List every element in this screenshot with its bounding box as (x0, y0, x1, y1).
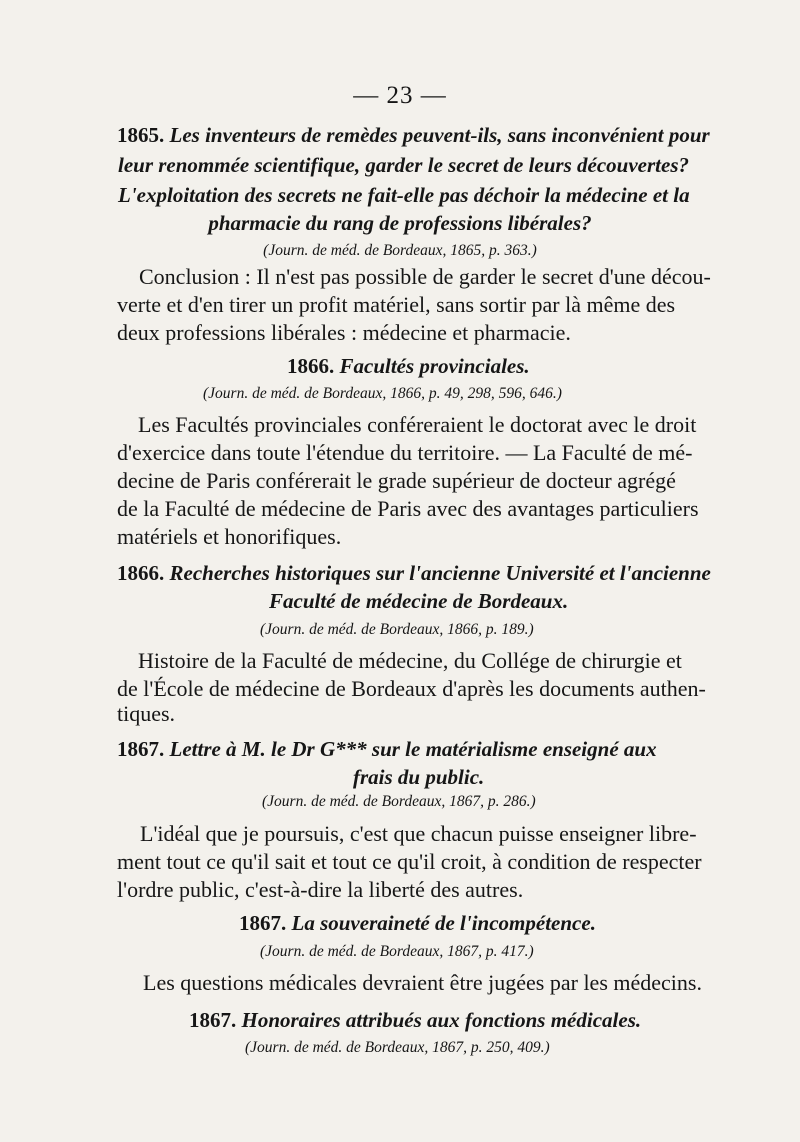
entry-1867b-title: La souveraineté de l'incompétence. (291, 911, 596, 935)
entry-1867c-reference: (Journ. de méd. de Bordeaux, 1867, p. 250, 409.) (245, 1039, 550, 1056)
entry-1867a-year: 1867. (117, 737, 165, 761)
entry-1867a-body-line2: ment tout ce qu'il sait et tout ce qu'il croit, à condition de respecter (117, 849, 702, 874)
entry-1866a-title: Facultés provinciales. (339, 354, 530, 378)
entry-1867a-title-line1 (117, 739, 657, 760)
entry-1866b-body-line2: de l'École de médecine de Bordeaux d'après les documents authen- (117, 676, 706, 701)
entry-1867a-reference: (Journ. de méd. de Bordeaux, 1867, p. 286.) (262, 793, 536, 810)
entry-1866a-year: 1866. (287, 354, 335, 378)
entry-1867c-heading (189, 1010, 641, 1031)
entry-1865-title-line3: L'exploitation des secrets ne fait-elle pas déchoir la médecine et la (118, 183, 690, 207)
entry-1865-title-line4: pharmacie du rang de professions libérales? (208, 211, 592, 235)
entry-1866b-body-line3: tiques. (117, 701, 176, 726)
entry-1865-title-line1 (117, 123, 710, 147)
entry-1866b-title-line1 (117, 561, 711, 585)
entry-1866a-body-line4: de la Faculté de médecine de Paris avec des avantages particuliers (117, 496, 699, 521)
entry-1865-body-line2: verte et d'en tirer un profit matériel, sans sortir par là même des (117, 292, 676, 317)
entry-1865-reference: (Journ. de méd. de Bordeaux, 1865, p. 363.) (263, 242, 537, 259)
entry-1866a-reference: (Journ. de méd. de Bordeaux, 1866, p. 49, 298, 596, 646.) (203, 385, 562, 402)
entry-1866b-reference: (Journ. de méd. de Bordeaux, 1866, p. 189.) (260, 621, 534, 638)
entry-1866b-title-line2: Faculté de médecine de Bordeaux. (269, 589, 569, 613)
entry-1866b-body-line1: Histoire de la Faculté de médecine, du Collége de chirurgie et (138, 648, 682, 673)
entry-1865-year: 1865. (117, 123, 165, 147)
entry-1866b-year: 1866. (117, 561, 165, 585)
entry-1866a-body-line2: d'exercice dans toute l'étendue du territoire. — La Faculté de mé- (117, 440, 693, 465)
entry-1867b-heading (239, 913, 596, 934)
entry-1867c-title: Honoraires attribués aux fonctions médicales. (241, 1008, 642, 1032)
entry-1867a-body-line3: l'ordre public, c'est-à-dire la liberté des autres. (117, 877, 524, 902)
entry-1867b-reference: (Journ. de méd. de Bordeaux, 1867, p. 417.) (260, 943, 534, 960)
entry-1866b-title: Recherches historiques sur l'ancienne Université et l'ancienne (169, 561, 711, 585)
page-number: — 23 — (353, 82, 447, 109)
entry-1867a-body-line1: L'idéal que je poursuis, c'est que chacun puisse enseigner libre- (140, 821, 697, 846)
entry-1867a-title: Lettre à M. le Dr G*** sur le matérialisme enseigné aux (169, 737, 657, 761)
entry-1865-body-line3: deux professions libérales : médecine et pharmacie. (117, 320, 571, 345)
entry-1867b-body-line1: Les questions médicales devraient être jugées par les médecins. (143, 970, 702, 995)
entry-1865-title: Les inventeurs de remèdes peuvent-ils, sans inconvénient pour (169, 123, 710, 147)
entry-1867c-year: 1867. (189, 1008, 237, 1032)
entry-1866a-body-line5: matériels et honorifiques. (117, 524, 342, 549)
entry-1865-title-line2: leur renommée scientifique, garder le secret de leurs découvertes? (118, 153, 689, 177)
entry-1866a-body-line1: Les Facultés provinciales conféreraient le doctorat avec le droit (138, 412, 697, 437)
entry-1865-body-line1: Conclusion : Il n'est pas possible de garder le secret d'une décou- (139, 264, 711, 289)
entry-1866a-body-line3: decine de Paris conférerait le grade supérieur de docteur agrégé (117, 468, 676, 493)
entry-1867a-title-line2: frais du public. (353, 765, 485, 789)
entry-1867b-year: 1867. (239, 911, 287, 935)
entry-1866a-heading (287, 356, 530, 377)
